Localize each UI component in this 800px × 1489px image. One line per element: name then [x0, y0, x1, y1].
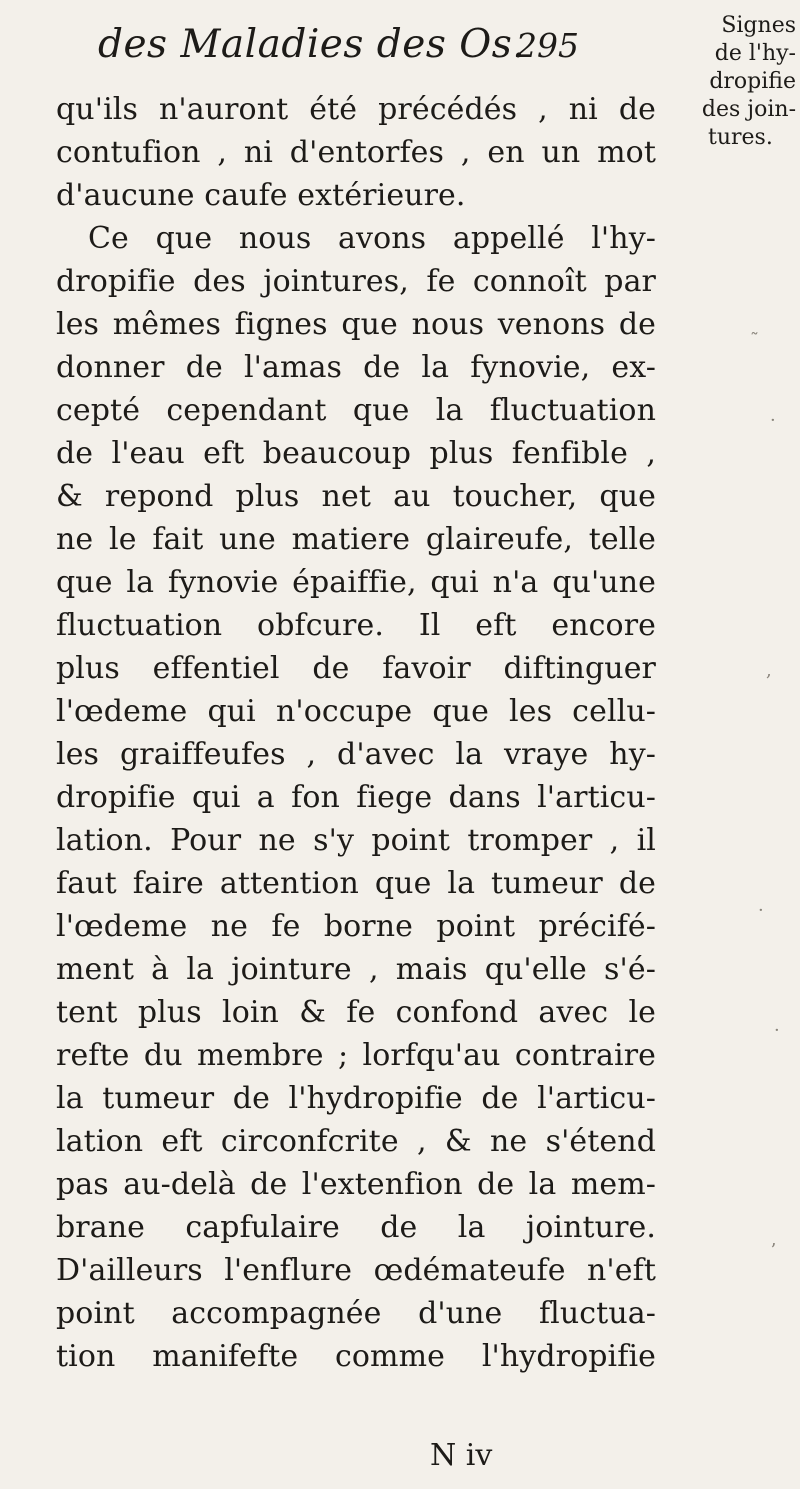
page-header: [60, 22, 660, 72]
ink-mark: ˜: [750, 330, 759, 351]
text-line: & repond plus net au toucher, que: [56, 479, 656, 514]
ink-mark: ,: [766, 660, 772, 681]
text-line: les graiffeufes , d'avec la vraye hy-: [56, 737, 656, 772]
ink-mark: ʼ: [770, 1240, 776, 1261]
text-line: qu'ils n'auront été précédés , ni de: [56, 92, 656, 127]
margin-note-line: des join-: [701, 97, 796, 122]
margin-note-line: dropifie: [709, 69, 796, 94]
text-line: de l'eau eft beaucoup plus fenfible ,: [56, 436, 656, 471]
text-line: Ce que nous avons appellé l'hy-: [88, 221, 656, 256]
bleed-through-marks: [730, 300, 790, 1300]
text-line: brane capfulaire de la jointure.: [56, 1210, 656, 1245]
margin-note: [664, 12, 800, 152]
text-line: cepté cependant que la fluctuation: [56, 393, 656, 428]
text-line: plus effentiel de favoir diftinguer: [56, 651, 656, 686]
text-line: ment à la jointure , mais qu'elle s'é-: [56, 952, 656, 987]
text-line: lation eft circonfcrite , & ne s'étend: [56, 1124, 656, 1159]
text-line: ne le fait une matiere glaireufe, telle: [56, 522, 656, 557]
text-line: refte du membre ; lorfqu'au contraire: [56, 1038, 656, 1073]
margin-note-line: tures.: [708, 125, 773, 150]
text-line: dropifie qui a fon fiege dans l'articu-: [56, 780, 656, 815]
margin-note-line: de l'hy-: [714, 41, 796, 66]
text-line: lation. Pour ne s'y point tromper , il: [56, 823, 656, 858]
catchword: N iv: [430, 1438, 493, 1473]
ink-mark: ·: [758, 900, 764, 921]
text-line: d'aucune caufe extérieure.: [56, 178, 466, 213]
text-line: tent plus loin & fe confond avec le: [56, 995, 656, 1030]
text-line: l'œdeme ne fe borne point précifé-: [56, 909, 656, 944]
text-line: fluctuation obfcure. Il eft encore: [56, 608, 656, 643]
text-line: tion manifefte comme l'hydropifie: [56, 1339, 656, 1374]
text-line: dropifie des jointures, fe connoît par: [56, 264, 656, 299]
text-line: faut faire attention que la tumeur de: [56, 866, 656, 901]
text-line: D'ailleurs l'enflure œdémateufe n'eft: [56, 1253, 656, 1288]
text-line: pas au-delà de l'extenfion de la mem-: [56, 1167, 656, 1202]
text-line: contufion , ni d'entorfes , en un mot: [56, 135, 656, 170]
text-line: point accompagnée d'une fluctua-: [56, 1296, 656, 1331]
page-number: 295: [516, 26, 579, 65]
running-title: des Maladies des Os.: [98, 22, 526, 67]
text-line: que la fynovie épaiffie, qui n'a qu'une: [56, 565, 656, 600]
text-line: la tumeur de l'hydropifie de l'articu-: [56, 1081, 656, 1116]
ink-mark: ·: [774, 1020, 780, 1041]
body-text: [56, 88, 656, 1378]
ink-mark: ·: [770, 410, 776, 431]
text-line: les mêmes fignes que nous venons de: [56, 307, 656, 342]
margin-note-line: Signes: [721, 13, 796, 38]
text-line: l'œdeme qui n'occupe que les cellu-: [56, 694, 656, 729]
text-line: donner de l'amas de la fynovie, ex-: [56, 350, 656, 385]
